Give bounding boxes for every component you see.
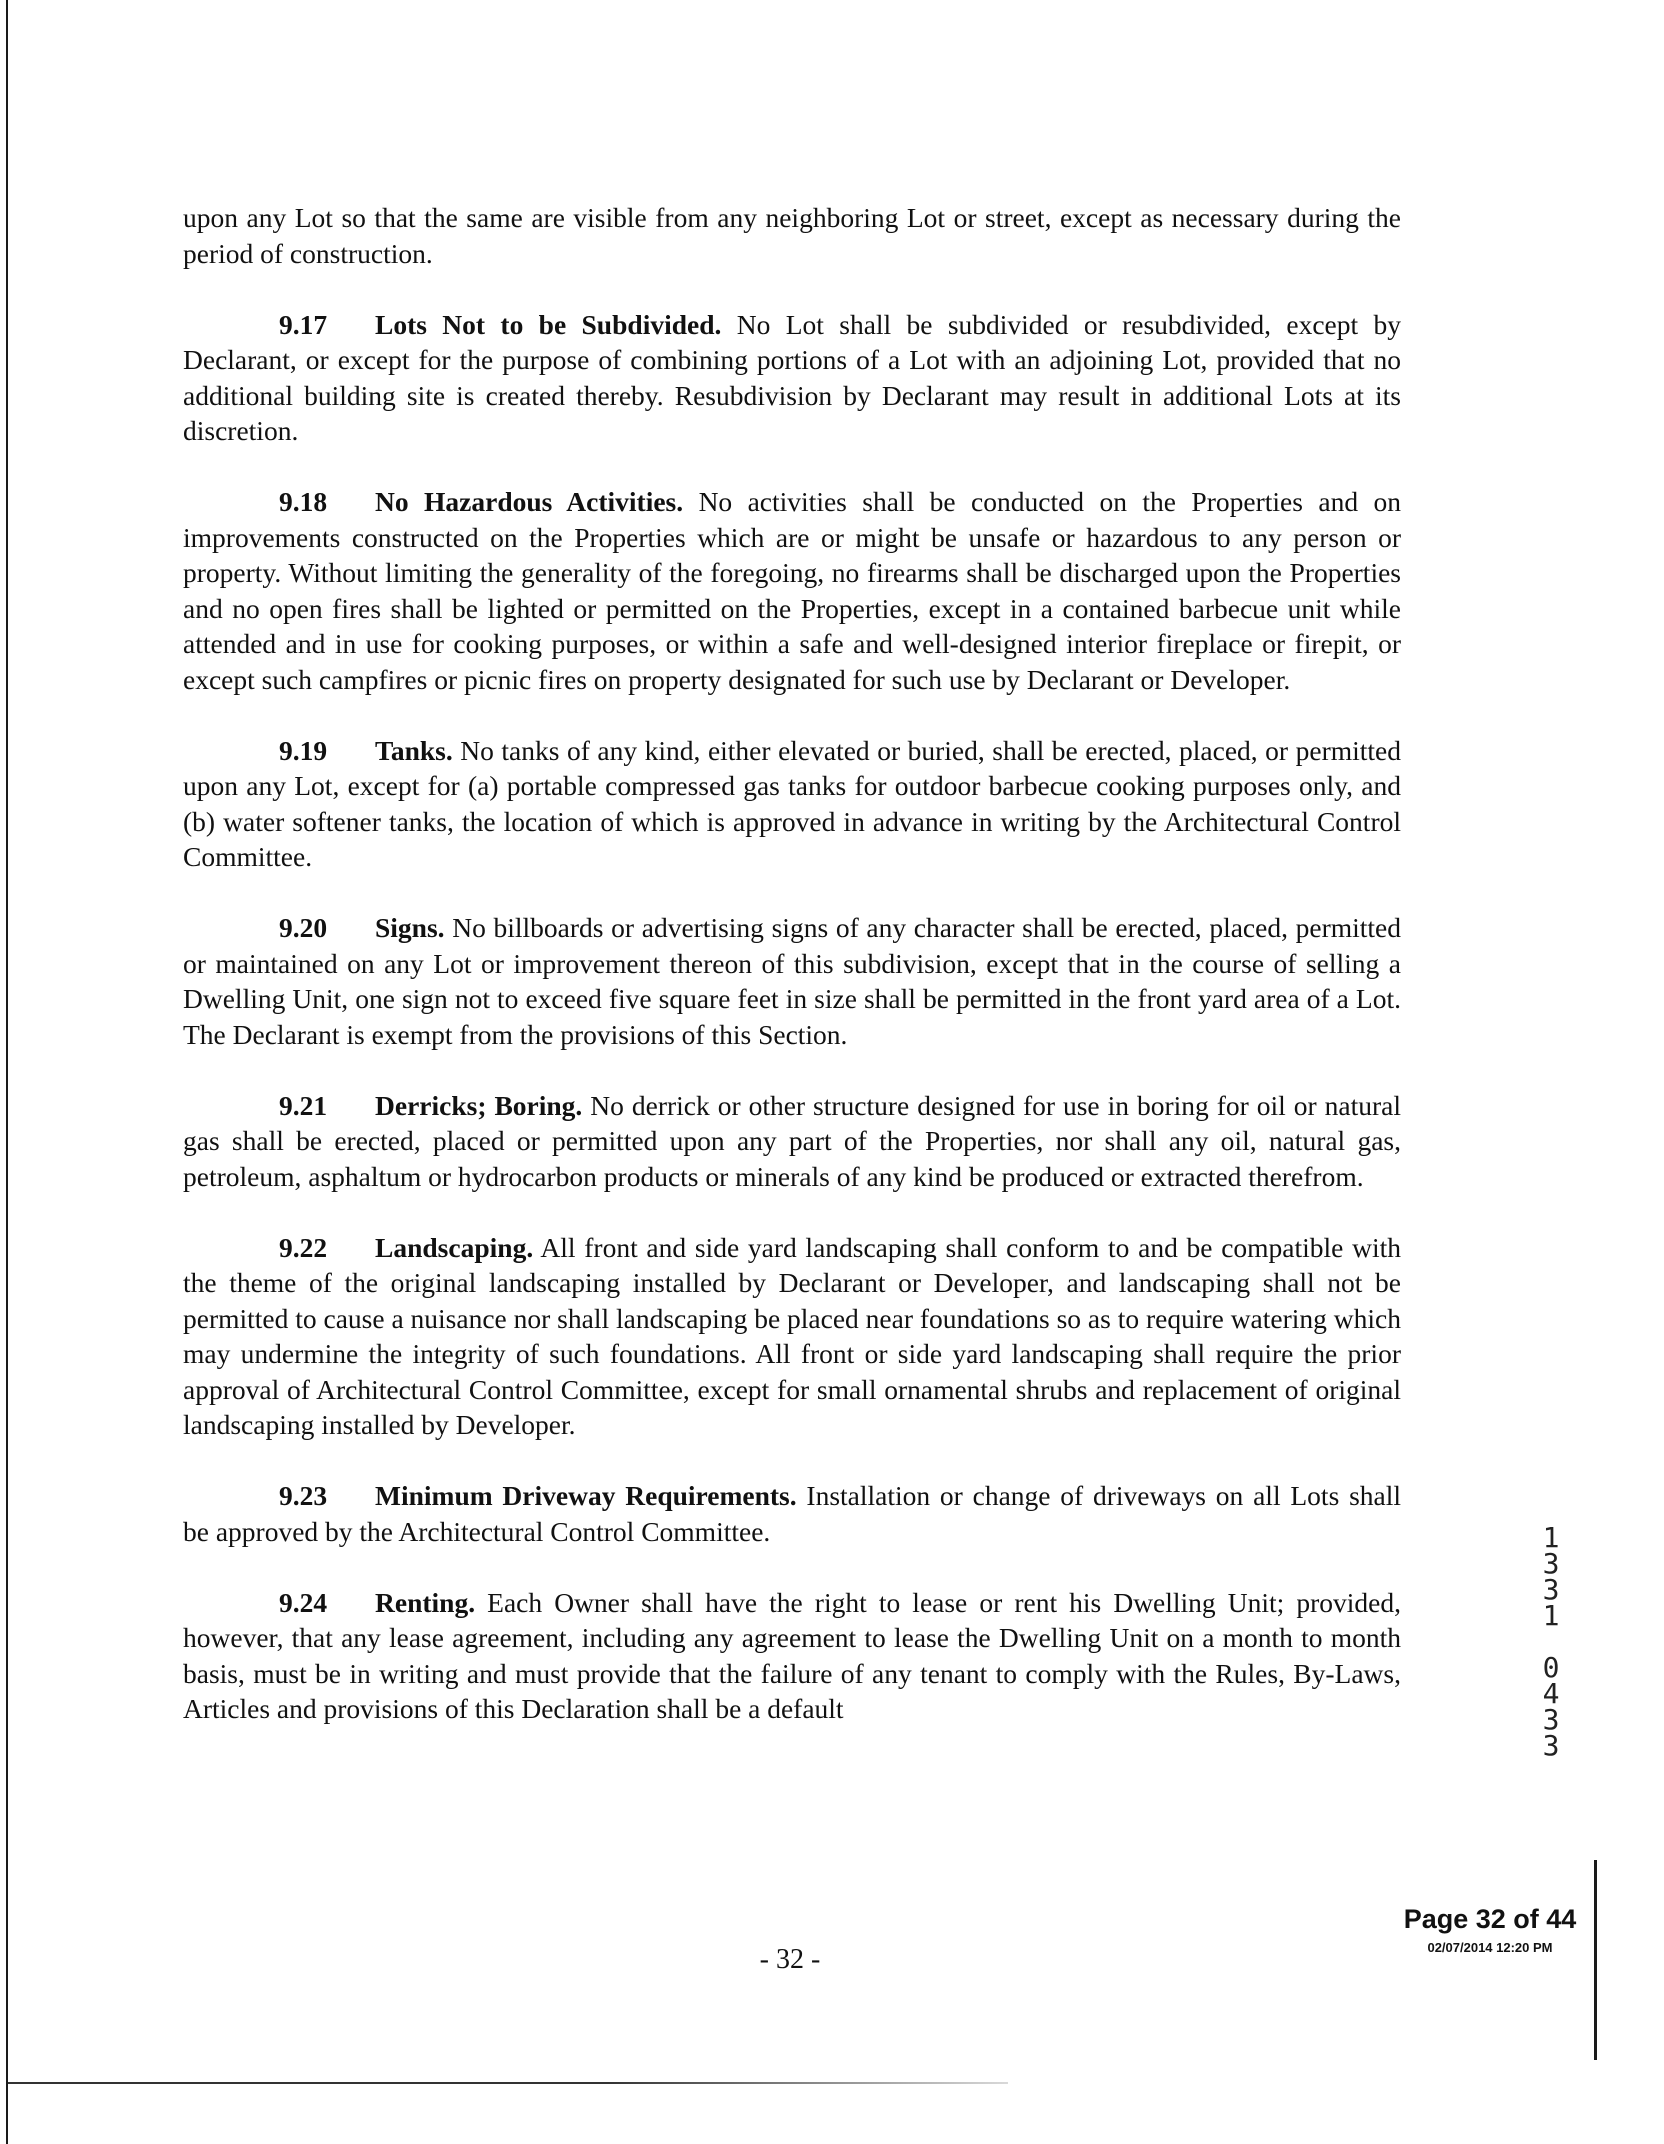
scan-edge-left	[6, 0, 8, 2144]
section-9-23	[183, 1478, 1401, 1549]
document-body	[183, 200, 1401, 1762]
section-text: Installation or change of driveways on all Lots shall be approved by the Architectural Control Committee.	[183, 1480, 1402, 1547]
continuation-paragraph: upon any Lot so that the same are visible from any neighboring Lot or street, except as necessary during the period of construction.	[183, 202, 1401, 269]
section-text: No Lot shall be subdivided or resubdivided, except by Declarant, or except for the purpose of combining portions of a Lot with an adjoining Lot, provided that no additional building site is created thereby. Resubdivision by Declarant may result in additional Lots at its discretion.	[183, 308, 1401, 446]
section-number: 9.18	[279, 486, 328, 517]
section-text: No billboards or advertising signs of any character shall be erected, placed, permitted or maintained on any Lot or improvement thereon of this subdivision, except that in the course of selling a Dwelling Unit, one sign not to exceed five square feet in size shall be permitted in the front yard area of a Lot. The Declarant is exempt from the provisions of this Section.	[183, 912, 1401, 1050]
recording-stamp: 1 3 3 1 0 4 3 3	[1542, 1521, 1560, 1762]
section-9-20	[183, 910, 1401, 1052]
section-number: 9.20	[279, 912, 328, 943]
section-9-18	[183, 484, 1401, 697]
section-9-21	[183, 1088, 1401, 1195]
section-heading: Lots Not to be Subdivided.	[375, 308, 722, 340]
section-text: No tanks of any kind, either elevated or buried, shall be erected, placed, or permitted upon any Lot, except for (a) portable compressed gas tanks for outdoor barbecue cooking purposes only, and (b) water softener tanks, the location of which is approved in advance in writing by the Architectural Control Committee.	[183, 734, 1401, 872]
section-heading: Tanks.	[375, 734, 453, 766]
section-heading: Derricks; Boring.	[375, 1089, 583, 1121]
section-text: No activities shall be conducted on the Properties and on improvements constructed on the Properties which are or might be unsafe or hazardous to any person or property. Without limiting the generality of the foregoing, no firearms shall be discharged upon the Properties and no open fires shall be lighted or permitted on the Properties, except in a contained barbecue unit while attended and in use for cooking purposes, or within a safe and well-designed interior fireplace or firepit, or except such campfires or picnic fires on property designated for such use by Declarant or Developer.	[183, 486, 1401, 695]
section-number: 9.22	[279, 1231, 328, 1263]
section-heading: Landscaping.	[375, 1231, 534, 1263]
section-number: 9.17	[279, 308, 328, 340]
section-number: 9.21	[279, 1089, 328, 1121]
section-text: No derrick or other structure designed for use in boring for oil or natural gas shall be erected, placed or permitted upon any part of the Properties, nor shall any oil, natural gas, petroleum, asphaltum or hydrocarbon products or minerals of any kind be produced or extracted therefrom.	[183, 1089, 1401, 1192]
scan-edge-bottom	[8, 2082, 1008, 2084]
section-heading: Minimum Driveway Requirements.	[375, 1480, 797, 1511]
footer-page-number: - 32 -	[759, 1944, 821, 1975]
section-number: 9.23	[279, 1480, 328, 1511]
section-number: 9.19	[279, 734, 328, 766]
section-9-19	[183, 733, 1401, 875]
page-datetime: 02/07/2014 12:20 PM	[1427, 1940, 1553, 1955]
section-9-17	[183, 307, 1401, 449]
section-text: All front and side yard landscaping shall conform to and be compatible with the theme of the original landscaping installed by Declarant or Developer, and landscaping shall not be permitted to cause a nuisance nor shall landscaping be placed near foundations so as to require watering which may undermine the integrity of such foundations. All front or side yard landscaping shall require the prior approval of Architectural Control Committee, except for small ornamental shrubs and replacement of original landscaping installed by Developer.	[183, 1231, 1401, 1440]
section-9-22	[183, 1230, 1401, 1443]
section-heading: Renting.	[375, 1586, 476, 1618]
section-text: Each Owner shall have the right to lease or rent his Dwelling Unit; provided, however, that any lease agreement, including any agreement to lease the Dwelling Unit on a month to month basis, must be in writing and must provide that the failure of any tenant to comply with the Rules, By-Laws, Articles and provisions of this Declaration shall be a default	[183, 1586, 1402, 1724]
section-number: 9.24	[279, 1586, 328, 1618]
page-label: Page 32 of 44	[1403, 1904, 1577, 1934]
section-heading: No Hazardous Activities.	[375, 486, 684, 517]
section-heading: Signs.	[375, 912, 445, 943]
scan-edge-right	[1594, 1860, 1597, 2060]
section-9-24	[183, 1585, 1401, 1727]
